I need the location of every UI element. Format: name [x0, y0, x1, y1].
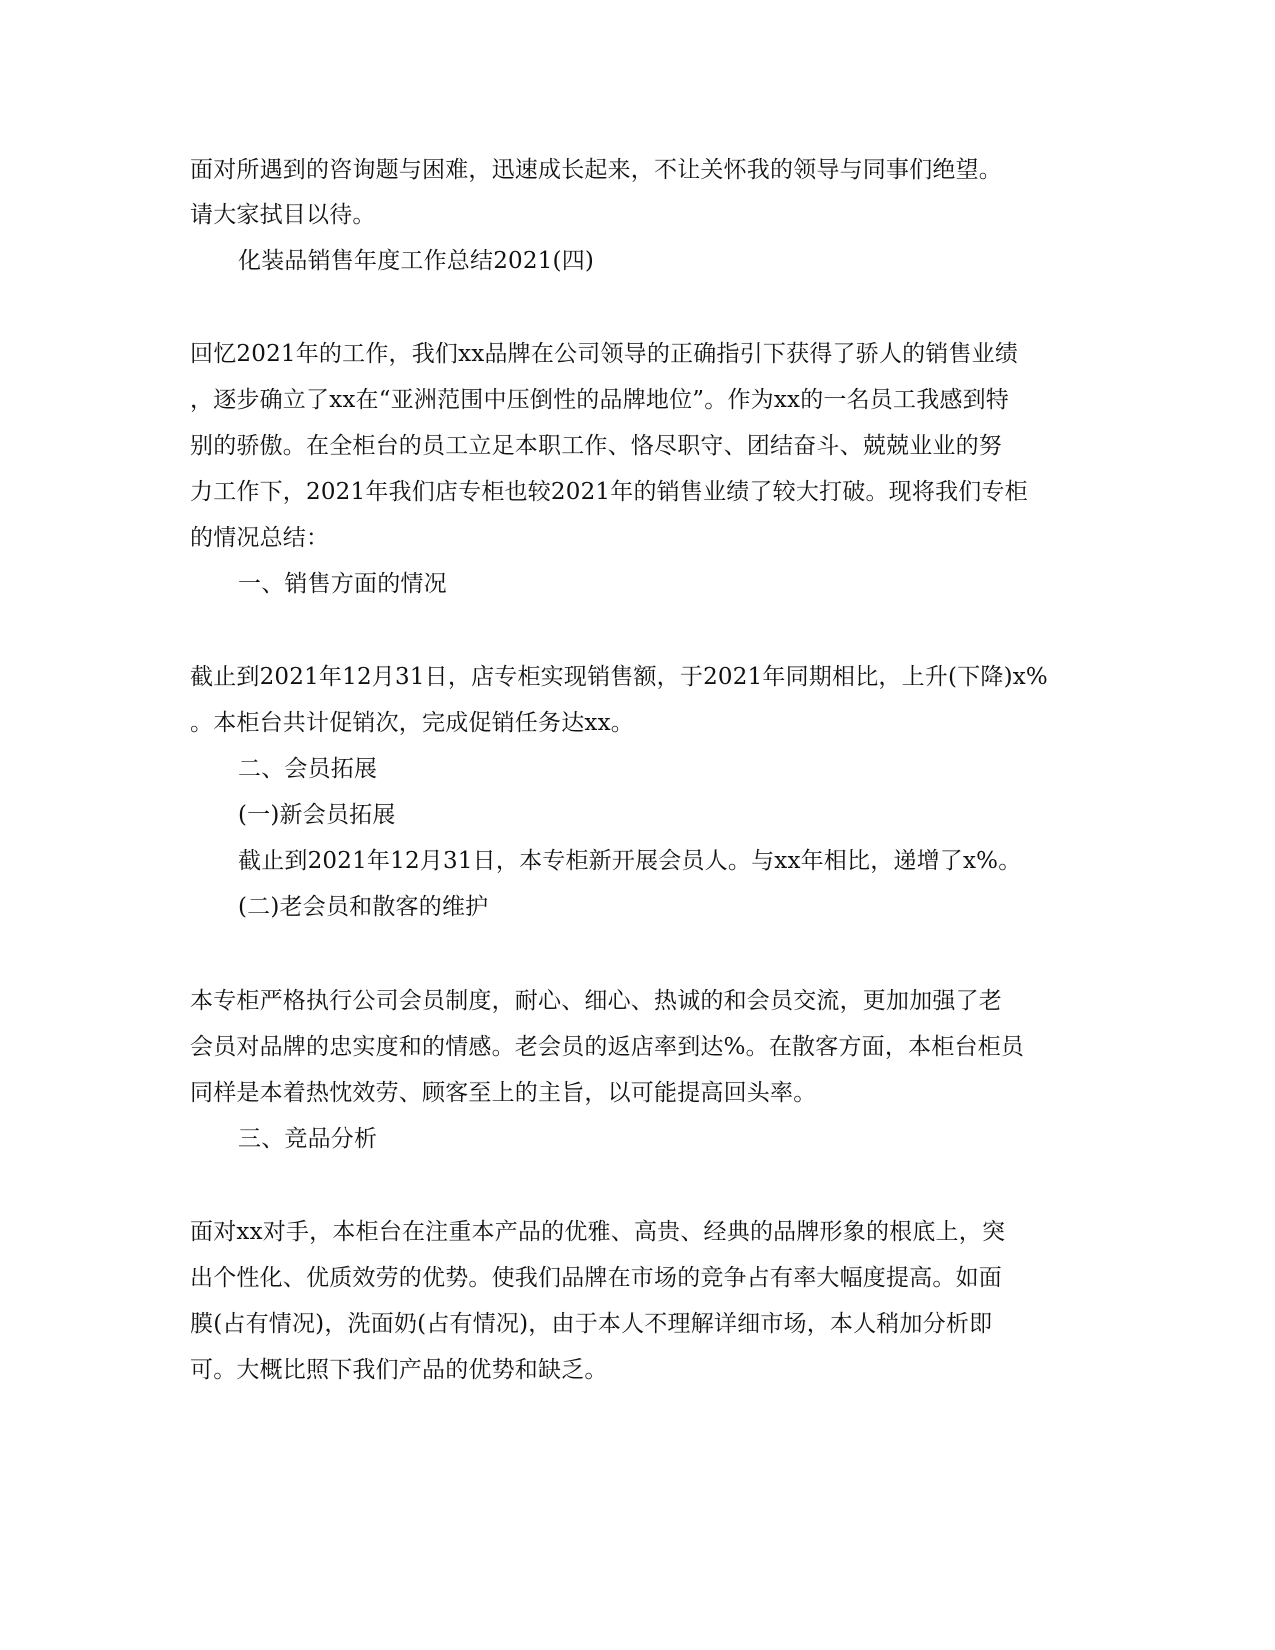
- paragraph-line: 截止到2021年12月31日，店专柜实现销售额，于2021年同期相比，上升(下降)x%: [190, 664, 1048, 690]
- paragraph-line: 别的骄傲。在全柜台的员工立足本职工作、恪尽职守、团结奋斗、兢兢业业的努: [190, 433, 1002, 459]
- paragraph-line: 可。大概比照下我们产品的优势和缺乏。: [190, 1357, 608, 1383]
- paragraph-line: 会员对品牌的忠实度和的情感。老会员的返店率到达%。在散客方面，本柜台柜员: [190, 1034, 1025, 1060]
- section-heading: 一、销售方面的情况: [238, 571, 447, 597]
- section-heading: 化装品销售年度工作总结2021(四): [238, 248, 595, 274]
- paragraph-line: 回忆2021年的工作，我们xx品牌在公司领导的正确指引下获得了骄人的销售业绩: [190, 341, 1019, 367]
- subsection-heading: (一)新会员拓展: [238, 802, 396, 828]
- paragraph-line: 力工作下，2021年我们店专柜也较2021年的销售业绩了较大打破。现将我们专柜: [190, 479, 1028, 505]
- paragraph-line: 同样是本着热忱效劳、顾客至上的主旨，以可能提高回头率。: [190, 1080, 817, 1106]
- section-heading: 二、会员拓展: [238, 756, 378, 782]
- paragraph-line: 膜(占有情况)，洗面奶(占有情况)，由于本人不理解详细市场，本人稍加分析即: [190, 1311, 993, 1337]
- paragraph-line: 截止到2021年12月31日，本专柜新开展会员人。与xx年相比，递增了x%。: [238, 848, 1022, 874]
- paragraph-line: 的情况总结：: [190, 525, 330, 551]
- paragraph-line: 面对xx对手，本柜台在注重本产品的优雅、高贵、经典的品牌形象的根底上，突: [190, 1219, 1006, 1245]
- section-heading: 三、竞品分析: [238, 1126, 378, 1152]
- paragraph-line: 出个性化、优质效劳的优势。使我们品牌在市场的竞争占有率大幅度提高。如面: [190, 1265, 1002, 1291]
- paragraph-line: 本专柜严格执行公司会员制度，耐心、细心、热诚的和会员交流，更加加强了老: [190, 988, 1002, 1014]
- paragraph-line: 。本柜台共计促销次，完成促销任务达xx。: [190, 710, 634, 736]
- subsection-heading: (二)老会员和散客的维护: [238, 894, 489, 920]
- paragraph-line: 面对所遇到的咨询题与困难，迅速成长起来，不让关怀我的领导与同事们绝望。: [190, 157, 1002, 183]
- paragraph-line: 请大家拭目以待。: [190, 202, 376, 228]
- paragraph-line: ，逐步确立了xx在“亚洲范围中压倒性的品牌地位”。作为xx的一名员工我感到特: [190, 387, 1010, 413]
